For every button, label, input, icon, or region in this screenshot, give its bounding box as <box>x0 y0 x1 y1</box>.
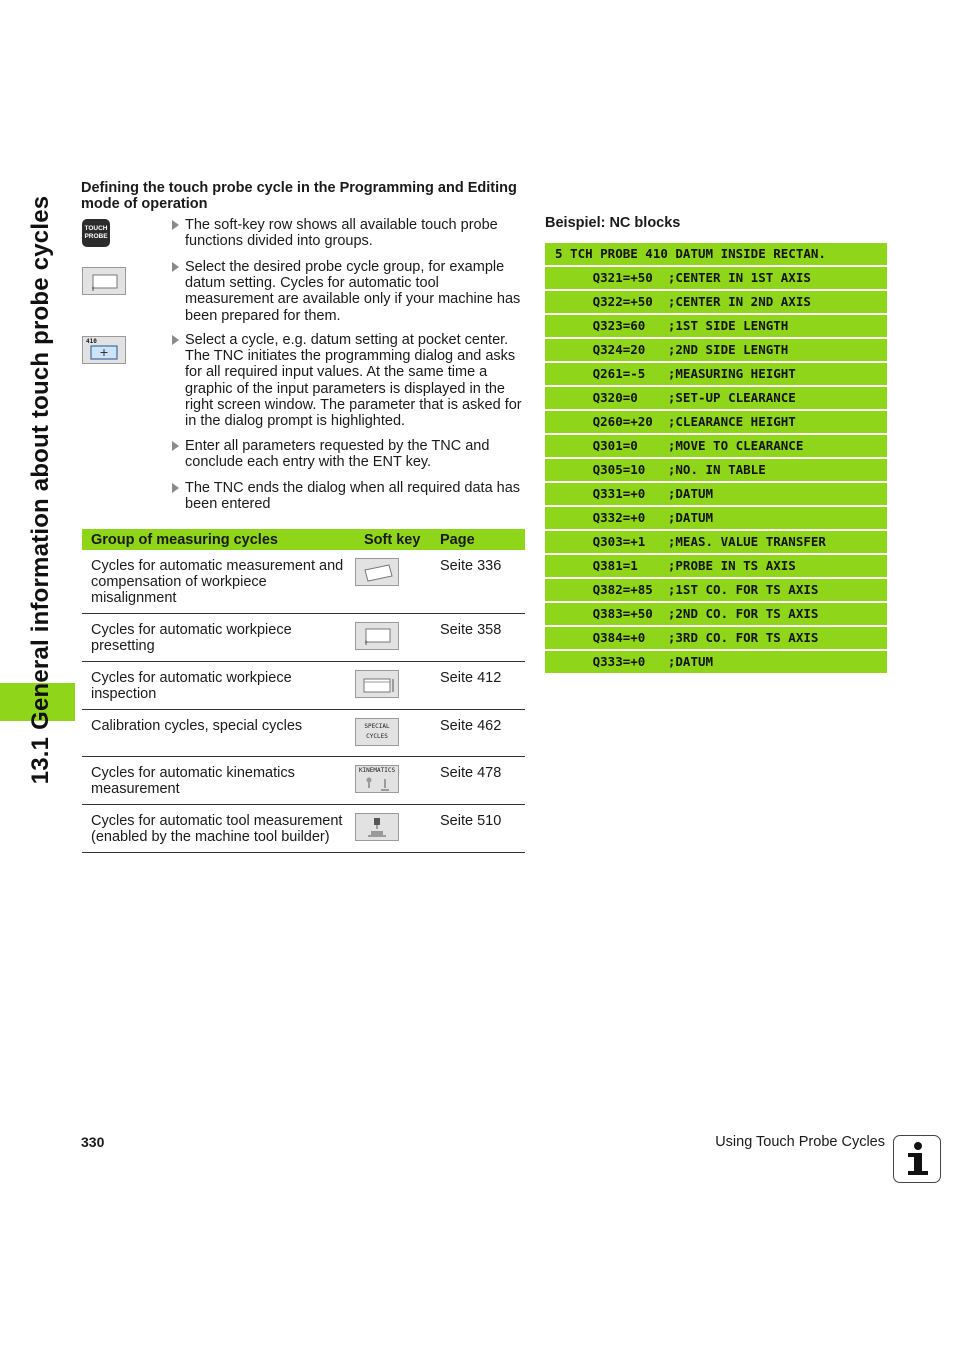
header-softkey: Soft key <box>355 529 437 550</box>
step-3 <box>172 332 524 429</box>
chapter-footer: Using Touch Probe Cycles <box>715 1134 885 1150</box>
kinematics-graphic <box>356 776 398 793</box>
info-glyph <box>894 1136 939 1181</box>
row-group: Cycles for automatic workpiece inspection <box>82 661 355 709</box>
presetting-softkey-icon <box>355 622 399 650</box>
cycle-410-label: 410 <box>86 338 97 345</box>
misalignment-softkey-icon <box>355 558 399 586</box>
nc-block-line: Q303=+1 ;MEAS. VALUE TRANSFER <box>545 531 887 553</box>
measuring-cycles-table <box>82 529 525 853</box>
nc-block-line: Q305=10 ;NO. IN TABLE <box>545 459 887 481</box>
row-page: Seite 478 <box>437 756 525 804</box>
arrow-right-icon <box>172 441 179 451</box>
arrow-right-icon <box>172 220 179 230</box>
datum-setting-graphic <box>83 268 125 294</box>
header-group: Group of measuring cycles <box>82 529 355 550</box>
touch-probe-key-icon <box>82 219 110 247</box>
step-3-text: Select a cycle, e.g. datum setting at pocket center. The TNC initiates the programming dialog and asks for all required input values. At the same time a graphic of the input parameters is displayed in the right screen window. The parameter that is asked for in the dialog prompt is highlighted. <box>185 332 522 430</box>
nc-block-line: Q382=+85 ;1ST CO. FOR TS AXIS <box>545 579 887 601</box>
nc-block-line: Q384=+0 ;3RD CO. FOR TS AXIS <box>545 627 887 649</box>
nc-block-list <box>545 243 887 675</box>
table-header-row <box>82 529 525 550</box>
info-icon <box>893 1135 941 1183</box>
row-group: Calibration cycles, special cycles <box>82 709 355 756</box>
row-softkey-cell <box>355 661 437 709</box>
step-2 <box>172 259 524 324</box>
nc-block-line: Q324=20 ;2ND SIDE LENGTH <box>545 339 887 361</box>
step-5-text: The TNC ends the dialog when all required data has been entered <box>185 480 521 513</box>
nc-block-line: Q261=-5 ;MEASURING HEIGHT <box>545 363 887 385</box>
table-row <box>82 709 525 756</box>
row-page: Seite 462 <box>437 709 525 756</box>
arrow-right-icon <box>172 335 179 345</box>
step-5 <box>172 480 524 512</box>
row-group: Cycles for automatic measurement and compensation of workpiece misalignment <box>82 550 355 613</box>
tool-measurement-graphic <box>356 814 398 840</box>
kinematics-label: KINEMATICS <box>358 766 396 774</box>
nc-block-line: Q301=0 ;MOVE TO CLEARANCE <box>545 435 887 457</box>
datum-graphic <box>356 623 398 649</box>
table-row <box>82 550 525 613</box>
row-group: Cycles for automatic workpiece presetting <box>82 613 355 661</box>
nc-block-line: Q383=+50 ;2ND CO. FOR TS AXIS <box>545 603 887 625</box>
nc-block-line: Q333=+0 ;DATUM <box>545 651 887 673</box>
inspection-softkey-icon <box>355 670 399 698</box>
rotation-graphic <box>356 559 398 585</box>
row-softkey-cell <box>355 709 437 756</box>
nc-block-line: Q260=+20 ;CLEARANCE HEIGHT <box>545 411 887 433</box>
step-4 <box>172 438 524 470</box>
inspection-graphic <box>356 671 398 697</box>
row-group: Cycles for automatic kinematics measurement <box>82 756 355 804</box>
arrow-right-icon <box>172 262 179 272</box>
pocket-center-graphic <box>83 337 125 363</box>
nc-example-title: Beispiel: NC blocks <box>545 215 681 231</box>
header-page: Page <box>437 529 525 550</box>
nc-block-line: Q332=+0 ;DATUM <box>545 507 887 529</box>
cycle-410-softkey-icon <box>82 336 126 364</box>
row-softkey-cell <box>355 550 437 613</box>
step-4-text: Enter all parameters requested by the TNC and conclude each entry with the ENT key. <box>185 438 490 471</box>
nc-block-line: 5 TCH PROBE 410 DATUM INSIDE RECTAN. <box>545 243 887 265</box>
section-heading: Defining the touch probe cycle in the Programming and Editing mode of operation <box>81 180 517 212</box>
special-cycles-line2: CYCLES <box>366 732 388 740</box>
nc-block-line: Q320=0 ;SET-UP CLEARANCE <box>545 387 887 409</box>
arrow-right-icon <box>172 483 179 493</box>
row-softkey-cell <box>355 804 437 852</box>
row-softkey-cell <box>355 613 437 661</box>
tool-measurement-softkey-icon <box>355 813 399 841</box>
row-page: Seite 336 <box>437 550 525 613</box>
nc-block-line: Q321=+50 ;CENTER IN 1ST AXIS <box>545 267 887 289</box>
touch-probe-key-line1: TOUCH <box>84 225 108 232</box>
table-row <box>82 661 525 709</box>
nc-block-line: Q331=+0 ;DATUM <box>545 483 887 505</box>
row-page: Seite 412 <box>437 661 525 709</box>
chapter-side-title-text: 13.1 General information about touch probe cycles <box>27 195 54 785</box>
row-group: Cycles for automatic tool measurement (enabled by the machine tool builder) <box>82 804 355 852</box>
step-1 <box>172 217 524 249</box>
special-cycles-softkey-icon <box>355 718 399 746</box>
nc-block-line: Q323=60 ;1ST SIDE LENGTH <box>545 315 887 337</box>
nc-block-line: Q381=1 ;PROBE IN TS AXIS <box>545 555 887 577</box>
row-softkey-cell <box>355 756 437 804</box>
touch-probe-key-line2: PROBE <box>84 233 108 240</box>
special-cycles-line1: SPECIAL <box>364 722 390 730</box>
row-page: Seite 358 <box>437 613 525 661</box>
nc-block-line: Q322=+50 ;CENTER IN 2ND AXIS <box>545 291 887 313</box>
kinematics-softkey-icon <box>355 765 399 793</box>
table-row <box>82 756 525 804</box>
datum-setting-softkey-icon <box>82 267 126 295</box>
page-number: 330 <box>81 1134 105 1150</box>
table-row <box>82 613 525 661</box>
table-row <box>82 804 525 852</box>
step-1-text: The soft-key row shows all available touch probe functions divided into groups. <box>185 217 498 250</box>
step-2-text: Select the desired probe cycle group, for example datum setting. Cycles for automatic tool measurement are available only if your machine has been prepared for them. <box>185 259 521 324</box>
row-page: Seite 510 <box>437 804 525 852</box>
